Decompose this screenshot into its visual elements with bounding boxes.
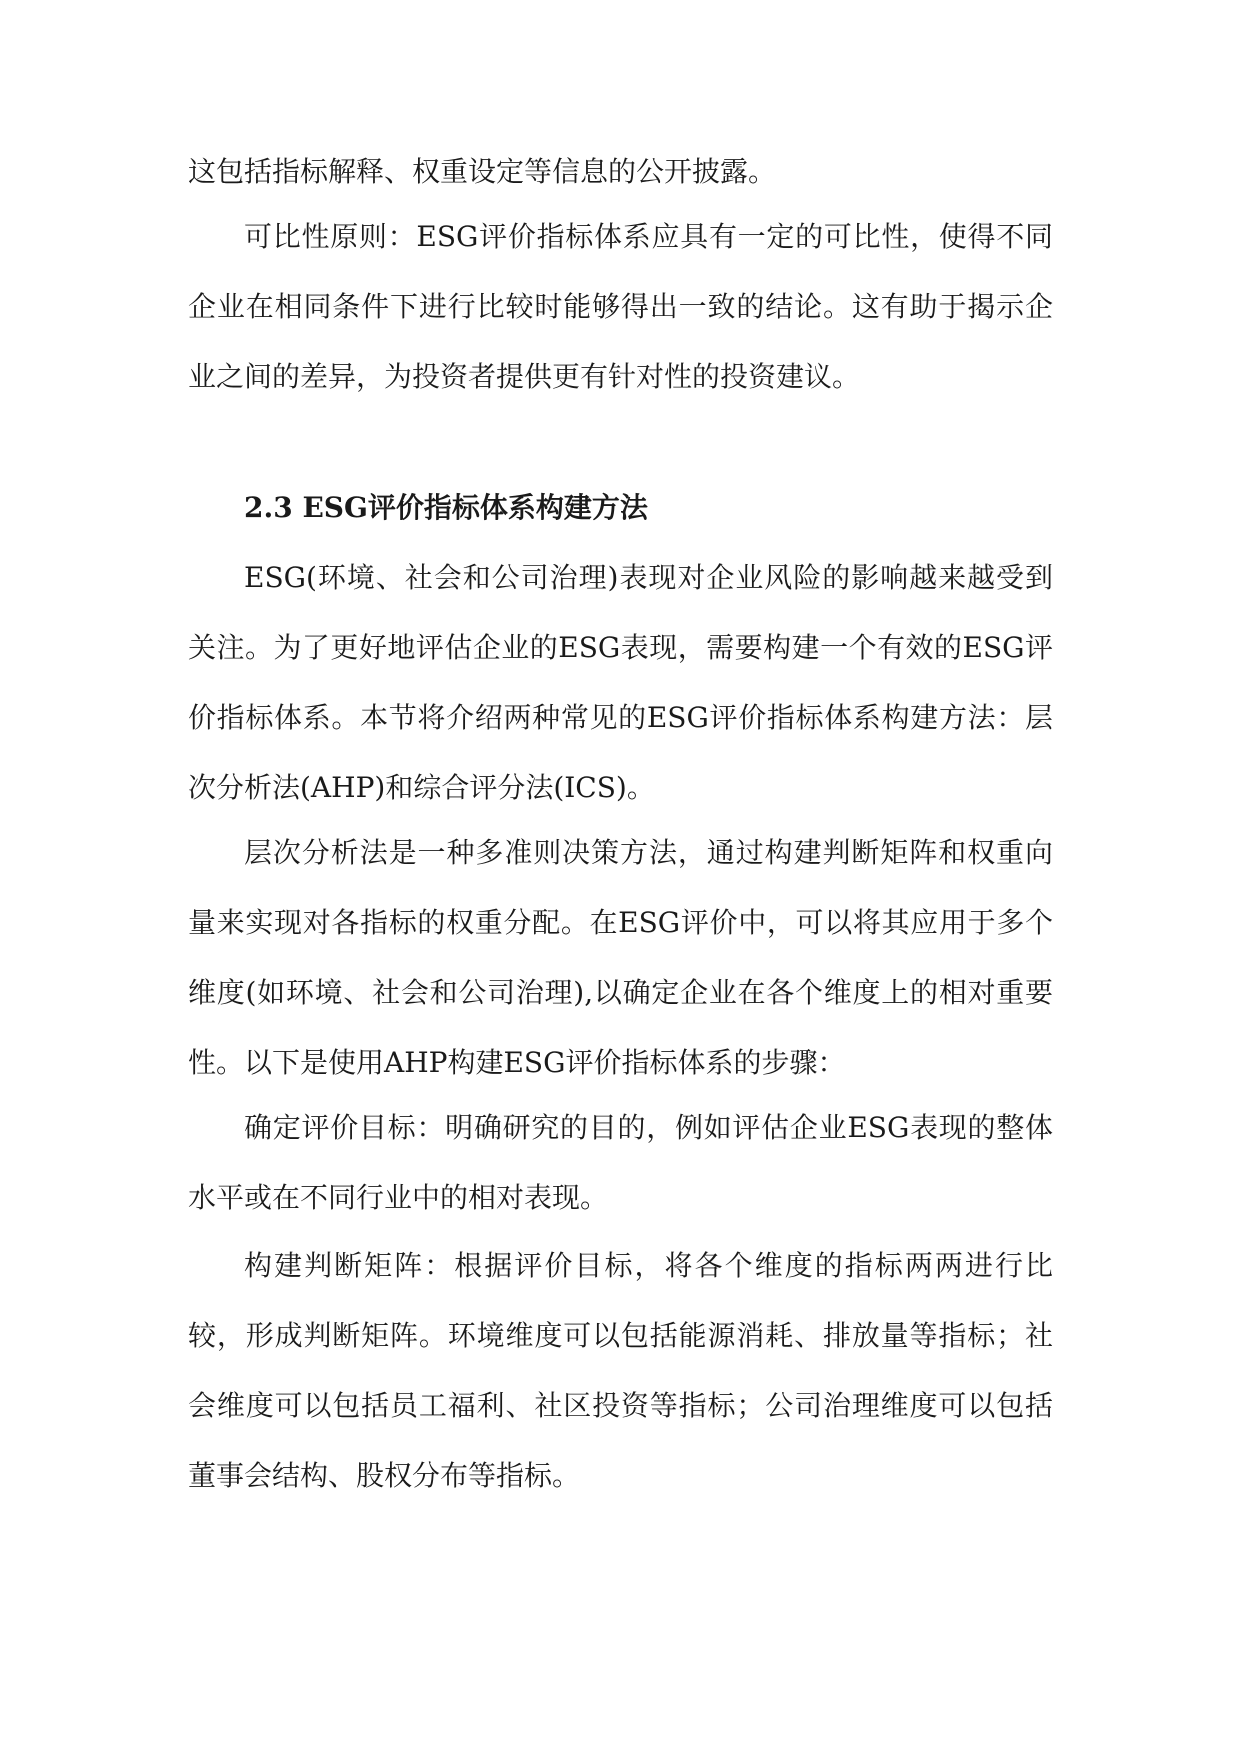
paragraph-continuation: 这包括指标解释、权重设定等信息的公开披露。 bbox=[188, 155, 777, 188]
paragraph-esg-intro: ESG(环境、社会和公司治理)表现对企业风险的影响越来越受到关注。为了更好地评估企业的ESG表现，需要构建一个有效的ESG评价指标体系。本节将介绍两种常见的ESG评价指标体系构建方法：层次分析法(AHP)和综合评分法(ICS)。 bbox=[188, 561, 1053, 804]
section-heading: 2.3 ESG评价指标体系构建方法 bbox=[244, 491, 648, 524]
paragraph-step-build-matrix: 构建判断矩阵：根据评价目标，将各个维度的指标两两进行比较，形成判断矩阵。环境维度可以包括能源消耗、排放量等指标；社会维度可以包括员工福利、社区投资等指标；公司治理维度可以包括董事会结构、股权分布等指标。 bbox=[188, 1249, 1053, 1492]
paragraph-comparability-principle: 可比性原则：ESG评价指标体系应具有一定的可比性，使得不同企业在相同条件下进行比较时能够得出一致的结论。这有助于揭示企业之间的差异，为投资者提供更有针对性的投资建议。 bbox=[188, 220, 1053, 393]
paragraph-step-determine-target: 确定评价目标：明确研究的目的，例如评估企业ESG表现的整体水平或在不同行业中的相对表现。 bbox=[188, 1111, 1053, 1214]
paragraph-ahp-method: 层次分析法是一种多准则决策方法，通过构建判断矩阵和权重向量来实现对各指标的权重分配。在ESG评价中，可以将其应用于多个维度(如环境、社会和公司治理),以确定企业在各个维度上的相对重要性。以下是使用AHP构建ESG评价指标体系的步骤： bbox=[188, 836, 1053, 1079]
